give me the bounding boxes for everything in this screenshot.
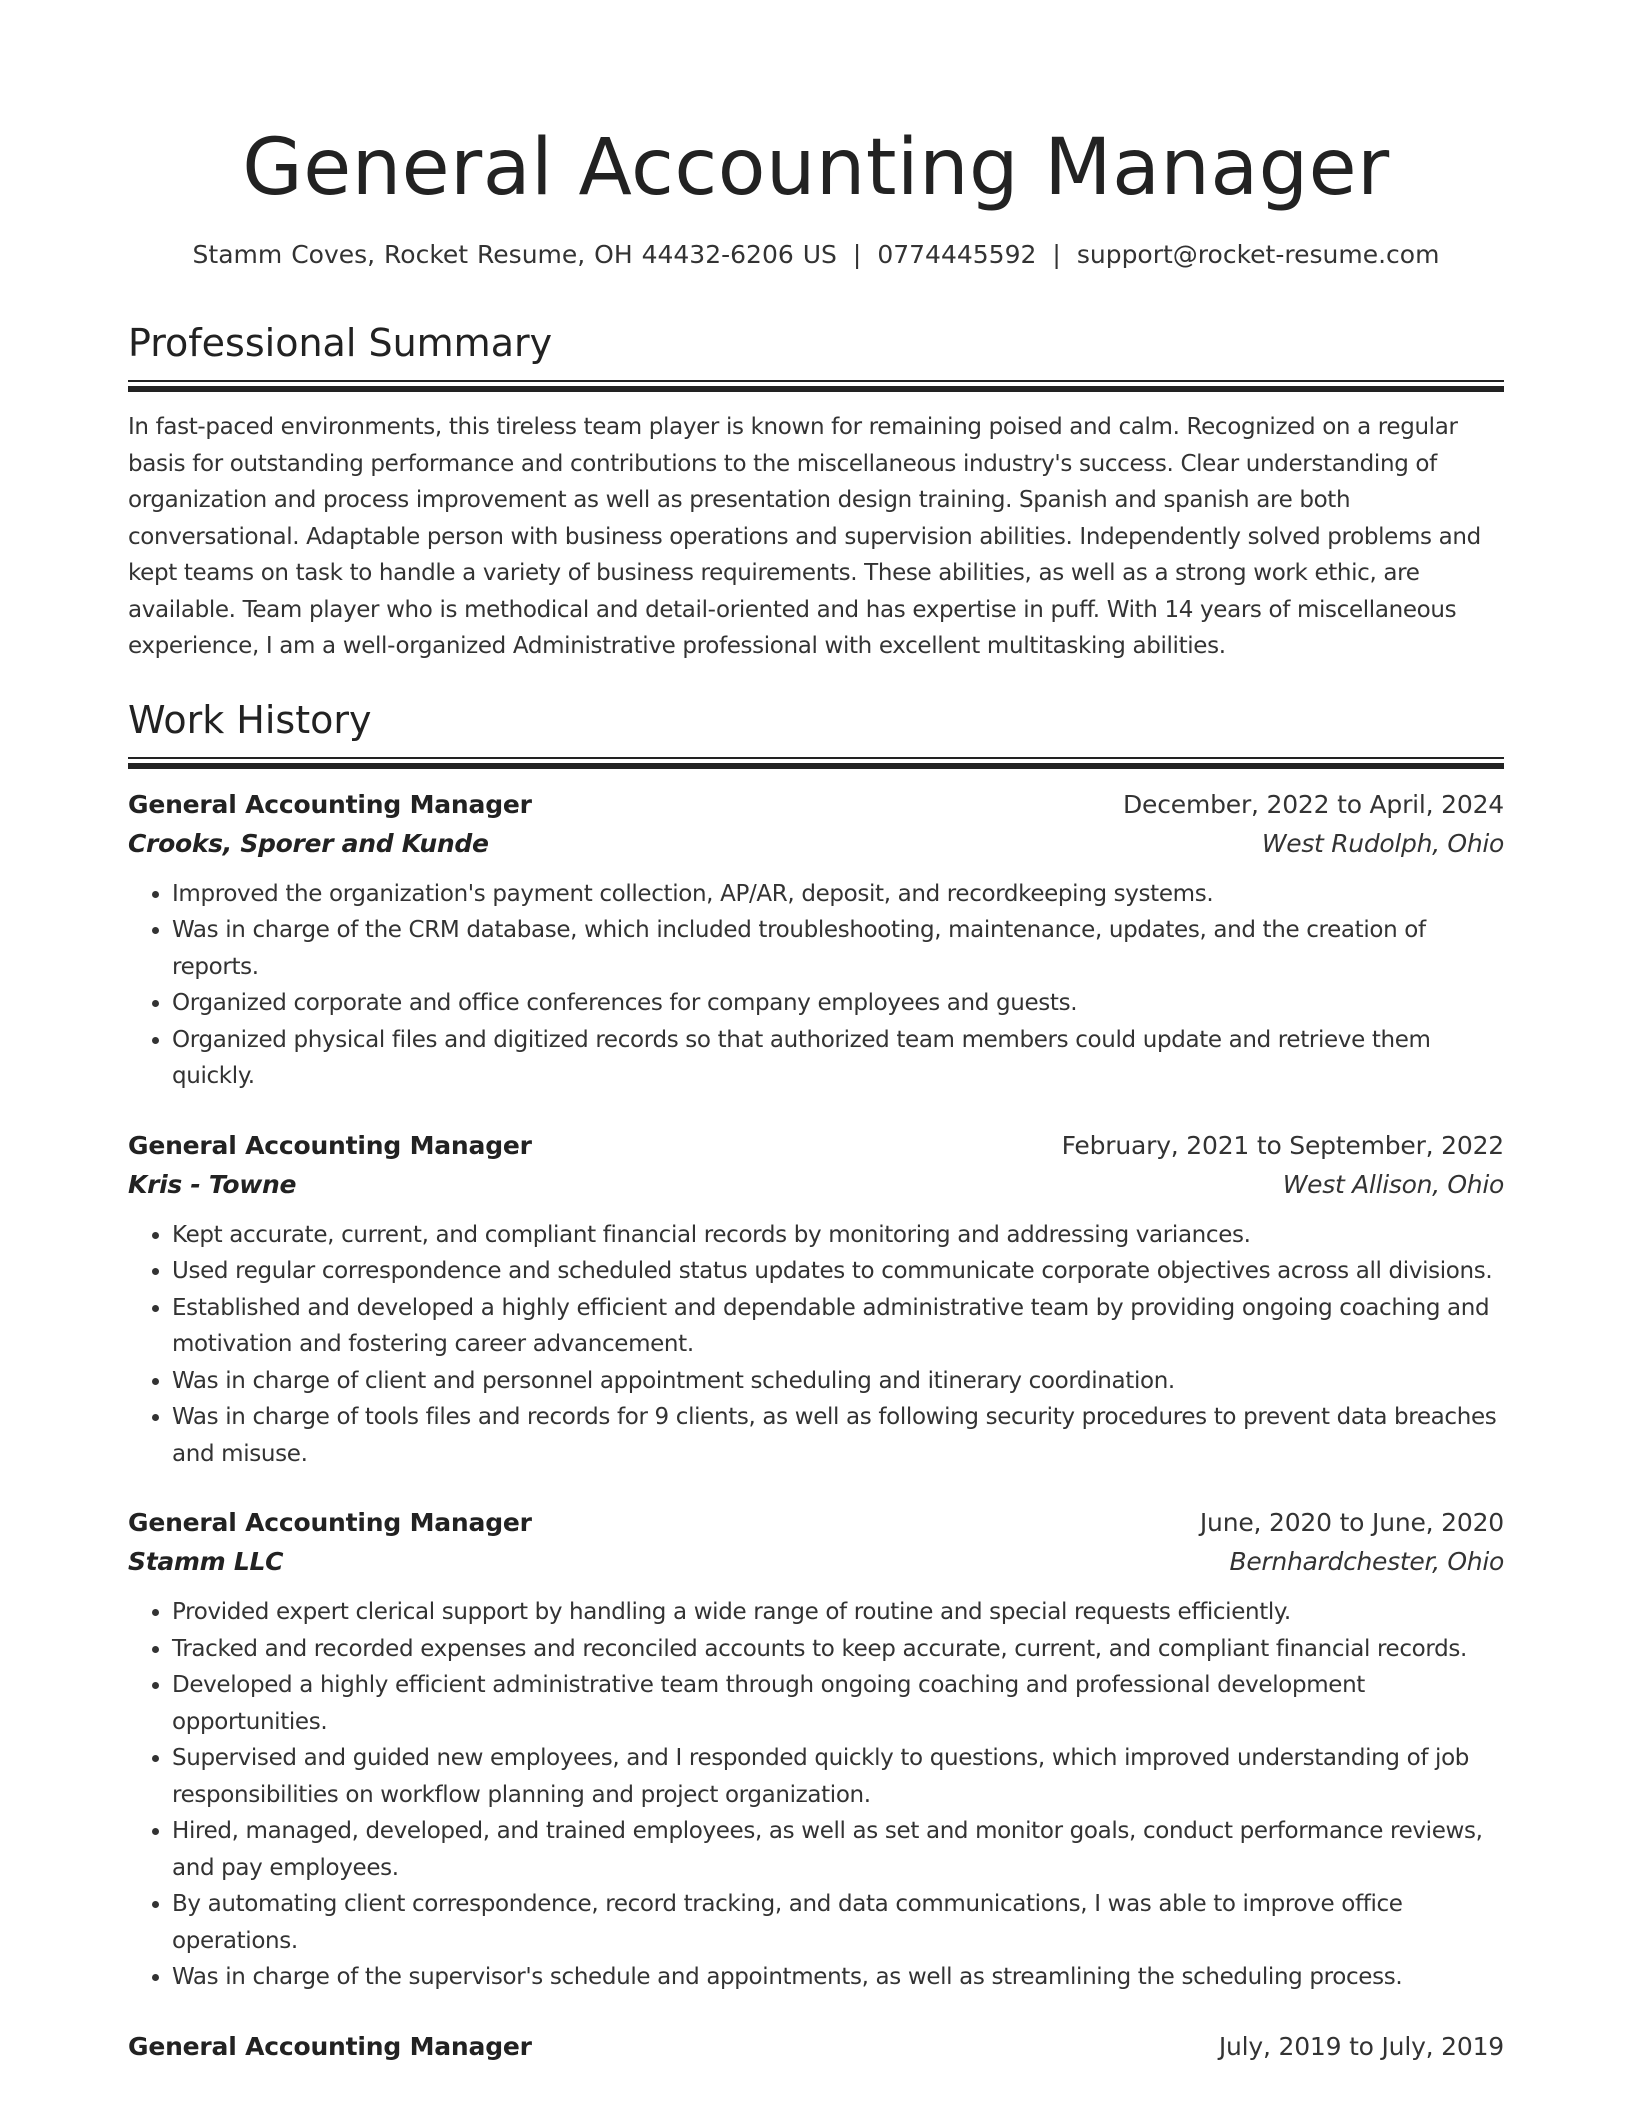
- job-bullet: • Tracked and recorded expenses and reconciled accounts to keep accurate, current, and compliant financial records.: [172, 1631, 1504, 1668]
- job-company-row: [128, 1165, 1504, 1205]
- job-bullet: • Provided expert clerical support by handling a wide range of routine and special requests efficiently.: [172, 1594, 1504, 1631]
- section-divider: [128, 757, 1504, 768]
- job-bullet: • Was in charge of tools files and records for 9 clients, as well as following security procedures to prevent data breaches and misuse.: [172, 1399, 1504, 1472]
- job-bullet: • Was in charge of client and personnel appointment scheduling and itinerary coordination.: [172, 1363, 1504, 1400]
- work-history-section: [128, 695, 1504, 2066]
- job-entry: [128, 1504, 1504, 1996]
- job-dates: July, 2019 to July, 2019: [1218, 2031, 1504, 2061]
- job-header-row: [128, 1504, 1504, 1542]
- job-company: Crooks, Sporer and Kunde: [128, 828, 489, 858]
- contact-separator: |: [852, 240, 862, 269]
- job-company: Kris - Towne: [128, 1169, 297, 1199]
- job-bullet: • Was in charge of the CRM database, which included troubleshooting, maintenance, updates, and the creation of reports.: [172, 912, 1504, 985]
- job-bullet: • Established and developed a highly efficient and dependable administrative team by providing ongoing coaching and motivation and fostering career advancement.: [172, 1290, 1504, 1363]
- job-bullet: • Kept accurate, current, and compliant financial records by monitoring and addressing variances.: [172, 1217, 1504, 1254]
- job-entry: [128, 1127, 1504, 1473]
- job-bullet-list: [128, 876, 1504, 1095]
- job-bullet: • Supervised and guided new employees, and I responded quickly to questions, which improved understanding of job responsibilities on workflow planning and project organization.: [172, 1740, 1504, 1813]
- job-bullet: • Organized corporate and office conferences for company employees and guests.: [172, 985, 1504, 1022]
- job-bullet: • Organized physical files and digitized records so that authorized team members could update and retrieve them quickly.: [172, 1022, 1504, 1095]
- job-bullet: • Was in charge of the supervisor's schedule and appointments, as well as streamlining the scheduling process.: [172, 1959, 1504, 1996]
- job-title: General Accounting Manager: [128, 1508, 532, 1537]
- job-header-row: [128, 786, 1504, 824]
- section-divider: [128, 380, 1504, 391]
- job-dates: June, 2020 to June, 2020: [1199, 1508, 1504, 1537]
- job-bullet: • Improved the organization's payment collection, AP/AR, deposit, and recordkeeping systems.: [172, 876, 1504, 913]
- job-entry: [128, 2028, 1504, 2066]
- section-title-summary: Professional Summary: [128, 321, 553, 365]
- job-location: Bernhardchester, Ohio: [1229, 1547, 1504, 1576]
- job-entry: [128, 768, 1504, 1095]
- job-list: [128, 768, 1504, 2066]
- contact-email: support@rocket-resume.com: [1076, 240, 1440, 269]
- contact-separator: |: [1052, 240, 1061, 269]
- job-company-row: [128, 1542, 1504, 1582]
- job-title: General Accounting Manager: [128, 789, 532, 819]
- job-company: Stamm LLC: [128, 1547, 284, 1576]
- job-location: West Allison, Ohio: [1282, 1169, 1504, 1199]
- job-title: General Accounting Manager: [128, 1130, 532, 1160]
- resume-name: General Accounting Manager: [242, 123, 1390, 213]
- job-bullet: • Developed a highly efficient administrative team through ongoing coaching and professional development opportunities.: [172, 1667, 1504, 1740]
- job-bullet-list: [128, 1594, 1504, 1996]
- contact-phone: 0774445592: [877, 240, 1037, 269]
- job-header-row: [128, 1127, 1504, 1165]
- job-company-row: [128, 824, 1504, 864]
- resume-page: [128, 0, 1504, 2066]
- job-title: General Accounting Manager: [128, 2031, 532, 2061]
- job-bullet: • Hired, managed, developed, and trained employees, as well as set and monitor goals, conduct performance reviews, and pay employees.: [172, 1813, 1504, 1886]
- job-bullet-list: [128, 1217, 1504, 1473]
- job-bullet: • Used regular correspondence and scheduled status updates to communicate corporate objectives across all divisions.: [172, 1253, 1504, 1290]
- contact-line: [128, 238, 1504, 272]
- job-header-row: [128, 2028, 1504, 2066]
- contact-address: Stamm Coves, Rocket Resume, OH 44432-6206 US: [192, 240, 837, 269]
- section-title-work-history: Work History: [128, 697, 372, 742]
- job-location: West Rudolph, Ohio: [1261, 828, 1504, 858]
- professional-summary-section: [128, 318, 1504, 665]
- job-dates: February, 2021 to September, 2022: [1061, 1130, 1504, 1160]
- job-bullet: • By automating client correspondence, record tracking, and data communications, I was able to improve office operations.: [172, 1886, 1504, 1959]
- job-dates: December, 2022 to April, 2024: [1122, 789, 1504, 819]
- summary-text: In fast-paced environments, this tireless team player is known for remaining poised and calm. Recognized on a regular basis for outstanding performance and contributions to the miscellaneous industry's success. Clear understanding of organization and process improvement as well as presentation design training. Spanish and spanish are both conversational. Adaptable person with business operations and supervision abilities. Independently solved problems and kept teams on task to handle a variety of business requirements. These abilities, as well as a strong work ethic, are available. Team player who is methodical and detail-oriented and has expertise in puff. With 14 years of miscellaneous experience, I am a well-organized Administrative professional with excellent multitasking abilities.: [128, 414, 1481, 659]
